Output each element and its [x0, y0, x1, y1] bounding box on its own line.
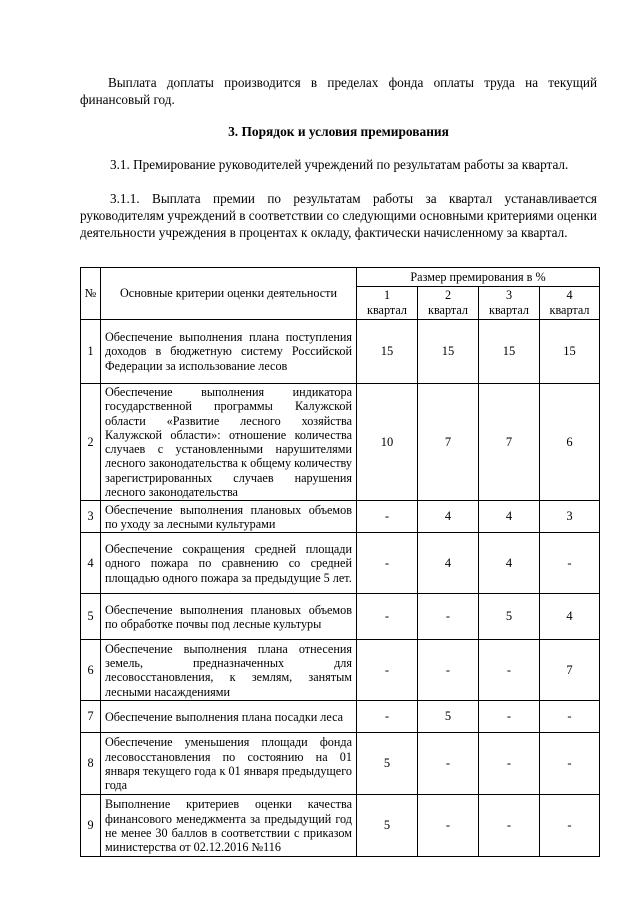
quarter-1-value: 15 [357, 320, 418, 384]
quarter-2-value: 5 [418, 701, 479, 733]
quarter-1-value: - [357, 701, 418, 733]
quarter-2-value: 7 [418, 384, 479, 501]
quarter-2-value: 4 [418, 501, 479, 533]
quarter-1-value: - [357, 501, 418, 533]
intro-paragraph: Выплата доплаты производится в пределах фонда оплаты труда на текущий финансовый год. [80, 75, 597, 107]
bonus-criteria-table [80, 267, 600, 857]
table-row [81, 384, 600, 501]
quarter-1-value: - [357, 594, 418, 640]
table-row [81, 594, 600, 640]
criteria-text: Выполнение критериев оценки качества финансового менеджмента за предыдущий год не менее 30 баллов в соответствии с приказом министерства от 02.12.2016 №116 [101, 795, 357, 857]
criteria-text: Обеспечение выполнения плановых объемов по обработке почвы под лесные культуры [101, 594, 357, 640]
quarter-3-value: 5 [479, 594, 540, 640]
header-quarter-4: 4 квартал [540, 287, 600, 320]
quarter-3-value: 15 [479, 320, 540, 384]
quarter-3-value: 4 [479, 533, 540, 594]
quarter-3-value: - [479, 701, 540, 733]
table-row [81, 795, 600, 857]
quarter-2-value: - [418, 795, 479, 857]
header-criteria: Основные критерии оценки деятельности [101, 268, 357, 320]
quarter-4-value: 3 [540, 501, 600, 533]
quarter-4-value: - [540, 701, 600, 733]
quarter-2-value: 15 [418, 320, 479, 384]
criteria-text: Обеспечение уменьшения площади фонда лесовосстановления по состоянию на 01 января текущего года к 01 января предыдущего года [101, 733, 357, 795]
quarter-1-value: - [357, 640, 418, 701]
table-row [81, 533, 600, 594]
paragraph-3-1: 3.1. Премирование руководителей учреждений по результатам работы за квартал. [110, 157, 569, 172]
quarter-1-value: - [357, 533, 418, 594]
table-row [81, 640, 600, 701]
quarter-2-value: - [418, 733, 479, 795]
table-row [81, 501, 600, 533]
quarter-4-value: 4 [540, 594, 600, 640]
table-row [81, 320, 600, 384]
row-number: 9 [81, 795, 101, 857]
quarter-1-value: 5 [357, 795, 418, 857]
criteria-text: Обеспечение выполнения плана отнесения земель, предназначенных для лесовосстановления, к землям, занятым лесными насаждениями [101, 640, 357, 701]
header-quarter-3: 3 квартал [479, 287, 540, 320]
table-row [81, 701, 600, 733]
header-bonus-size: Размер премирования в % [357, 268, 600, 287]
row-number: 6 [81, 640, 101, 701]
paragraph-3-1-1: 3.1.1. Выплата премии по результатам работы за квартал устанавливается руководителям учреждений в соответствии со следующими основными критериями оценки деятельности учреждения в процентах к окладу, фактически начисленному за квартал. [80, 191, 597, 240]
row-number: 7 [81, 701, 101, 733]
criteria-text: Обеспечение выполнения плана поступления доходов в бюджетную систему Российской Федерации за использование лесов [101, 320, 357, 384]
quarter-3-value: - [479, 733, 540, 795]
row-number: 5 [81, 594, 101, 640]
criteria-text: Обеспечение выполнения индикатора государственной программы Калужской области «Развитие лесного хозяйства Калужской области»: отношение количества случаев с установленными нарушителями лесного законодательства к общему количеству зарегистрированных случаев нарушения лесного законодательства [101, 384, 357, 501]
row-number: 4 [81, 533, 101, 594]
quarter-4-value: 15 [540, 320, 600, 384]
quarter-2-value: - [418, 594, 479, 640]
row-number: 3 [81, 501, 101, 533]
table-row [81, 733, 600, 795]
quarter-2-value: 4 [418, 533, 479, 594]
row-number: 1 [81, 320, 101, 384]
quarter-4-value: - [540, 733, 600, 795]
header-quarter-1: 1 квартал [357, 287, 418, 320]
criteria-text: Обеспечение выполнения плановых объемов по уходу за лесными культурами [101, 501, 357, 533]
quarter-4-value: - [540, 533, 600, 594]
quarter-2-value: - [418, 640, 479, 701]
quarter-4-value: - [540, 795, 600, 857]
quarter-3-value: - [479, 640, 540, 701]
quarter-1-value: 10 [357, 384, 418, 501]
header-number: № [81, 268, 101, 320]
section-heading: 3. Порядок и условия премирования [228, 124, 449, 139]
quarter-4-value: 7 [540, 640, 600, 701]
quarter-1-value: 5 [357, 733, 418, 795]
criteria-text: Обеспечение выполнения плана посадки леса [101, 701, 357, 733]
quarter-3-value: 7 [479, 384, 540, 501]
quarter-4-value: 6 [540, 384, 600, 501]
row-number: 8 [81, 733, 101, 795]
quarter-3-value: - [479, 795, 540, 857]
row-number: 2 [81, 384, 101, 501]
criteria-text: Обеспечение сокращения средней площади одного пожара по сравнению со средней площадью одного пожара за предыдущие 5 лет. [101, 533, 357, 594]
header-quarter-2: 2 квартал [418, 287, 479, 320]
quarter-3-value: 4 [479, 501, 540, 533]
